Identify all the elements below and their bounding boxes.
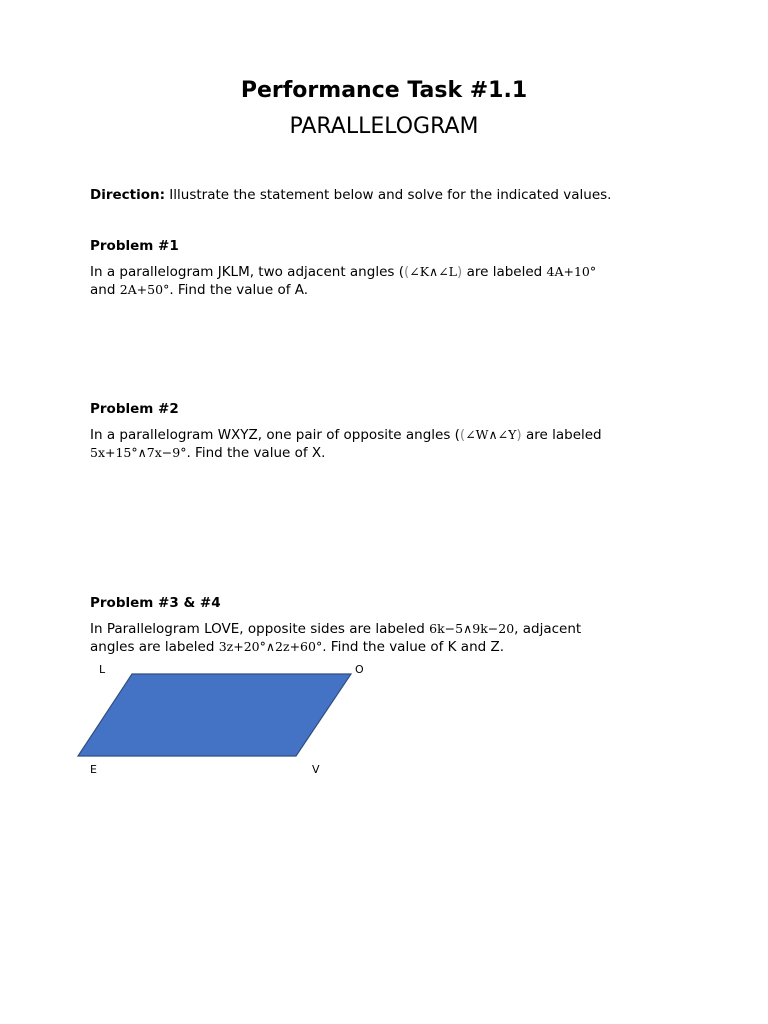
problem-2-math-expr: 5x+15°∧7x−9°	[90, 445, 187, 460]
problem-2-text-b: are labeled	[521, 427, 602, 443]
problem-3-4-text-c: angles are labeled	[90, 639, 219, 655]
direction-label: Direction:	[90, 187, 166, 203]
problem-3-4-text-b: , adjacent	[514, 621, 582, 637]
problem-1-heading: Problem #1	[90, 238, 179, 254]
problem-1-open-paren: (	[403, 264, 410, 280]
problem-3-4-math-angles: 3z+20°∧2z+60°	[218, 639, 323, 654]
vertex-label-e: E	[90, 763, 97, 776]
problem-1-close-paren: )	[457, 264, 463, 280]
problem-1-text-c: and	[90, 282, 120, 298]
problem-2-text	[90, 426, 690, 462]
problem-2-text-a: In a parallelogram WXYZ, one pair of opposite angles (	[90, 427, 460, 443]
problem-3-4-text	[90, 620, 690, 656]
problem-1-text-b: are labeled	[462, 264, 547, 280]
problem-2-math-angles: ∠W∧∠Y	[465, 427, 517, 442]
problem-3-4-text-a: In Parallelogram LOVE, opposite sides are labeled	[90, 621, 430, 637]
problem-1-text-d: . Find the value of A.	[169, 282, 309, 298]
problem-1-math-expr1: 4A+10°	[546, 264, 597, 279]
problem-2-open-paren: (	[459, 427, 466, 443]
problem-3-4-text-d: . Find the value of K and Z.	[322, 639, 505, 655]
direction-paragraph	[90, 187, 690, 204]
problem-2-text-c: . Find the value of X.	[186, 445, 326, 461]
problem-3-4-math-sides: 6k−5∧9k−20	[429, 621, 515, 636]
page-title: Performance Task #1.1	[240, 78, 528, 103]
problem-2-heading: Problem #2	[90, 401, 179, 417]
vertex-label-l: L	[99, 663, 106, 676]
problem-1-text	[90, 263, 690, 299]
parallelogram-shape	[78, 674, 351, 756]
problem-1-math-expr2: 2A+50°	[119, 282, 170, 297]
direction-text: Illustrate the statement below and solve for the indicated values.	[165, 187, 612, 203]
problem-2-close-paren: )	[516, 427, 522, 443]
problem-1-text-a: In a parallelogram JKLM, two adjacent angles (	[90, 264, 404, 280]
parallelogram-love-figure	[70, 660, 370, 770]
problem-3-4-heading: Problem #3 & #4	[90, 595, 221, 611]
problem-1-math-angles: ∠K∧∠L	[409, 264, 457, 279]
vertex-label-o: O	[355, 663, 364, 676]
vertex-label-v: V	[312, 763, 320, 776]
page-subtitle: PARALLELOGRAM	[289, 114, 479, 139]
